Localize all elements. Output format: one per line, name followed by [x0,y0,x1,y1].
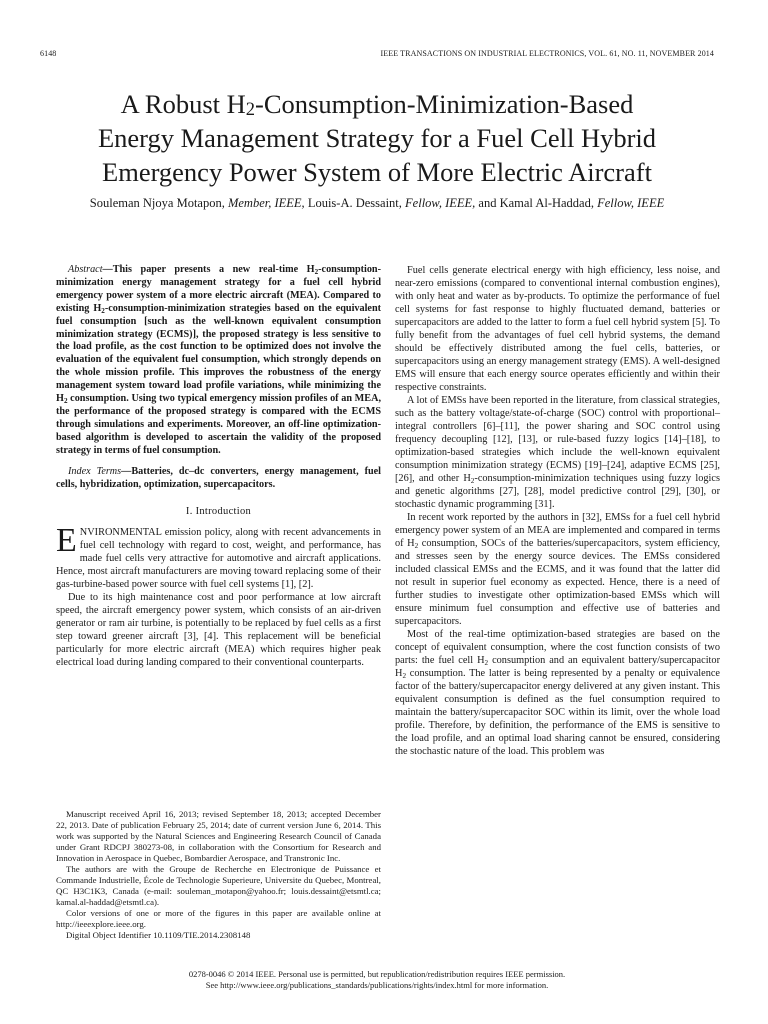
author-list: Souleman Njoya Motapon, Member, IEEE, Louis-A. Dessaint, Fellow, IEEE, and Kamal Al-Haddad, Fellow, IEEE [89,196,665,210]
abstract: Abstract—This paper presents a new real-time $H_2-consumption$-minimization energy management strategy for a fuel cell hybrid emergency power system of a more electric aircraft (MEA). Compared to existing $H_2-consumption$-minimization strategies based on the equivalent fuel consumption [such as the well-known equivalent consumption minimization strategy (ECMS)], the proposed strategy is less sensitive to the load profile, as the cost function to be optimized does not involve the evaluation of the equivalent fuel consumption, which strongly depends on the whole mission profile. This improves the robustness of the energy management system toward load profile variations, while minimizing the $H_2$ consumption. Using two typical emergency mission profiles of an MEA, the performance of the proposed strategy is compared with the ECMS through simulations and experiments. Moreover, an off-line optimization-based algorithm is developed to ascertain the validity of the proposed strategy in terms of fuel consumption. [56,264,381,456]
right-paragraph-2: A lot of EMSs have been reported in the literature, from classical strategies, such as the battery voltage/state-of-charge (SOC) control with proportional–integral controllers [6]–[11], the power sharing and SOC control using frequency decoupling [12], [13], or rule-based fuzzy logics [14]–[18], to optimization-based strategies which include the well-known equivalent consumption minimization strategy (ECMS) [19]–[24], adaptive ECMS [25], [26], and other $H_2-consumption$-minimization techniques using fuzzy logics and genetic algorithms [27], [28], model predictive control [29], [30], or stochastic dynamic programming [31]. [395,395,720,510]
intro-paragraph-1: ENVIRONMENTAL emission policy, along with recent advancements in fuel cell technology with regard to cost, weight, and performance, has made fuel cells very attractive for automotive and aircraft applications. Hence, most aircraft manufacturers are moving toward replacing some of their gas-turbine-based power source with fuel cell systems [1], [2]. [56,522,381,591]
right-column [395,264,720,758]
journal-name: IEEE TRANSACTIONS ON INDUSTRIAL ELECTRONICS, VOL. 61, NO. 11, NOVEMBER 2014 [380,49,714,58]
drop-cap: E [56,522,77,560]
page-number: 6148 [40,49,57,58]
copyright-notice: 0278-0046 © 2014 IEEE. Personal use is permitted, but republication/redistribution requires IEEE permission. See http://www.ieee.org/publications_standards/publications/rights/index.html for more information. [188,969,566,990]
right-paragraph-3: In recent work reported by the authors in [32], EMSs for a fuel cell hybrid emergency power system of an MEA are implemented and compared in terms of $H_2$ consumption, SOCs of the batteries/supercapacitors, system efficiency, and stresses seen by the energy source devices. The EMSs considered included classical EMSs and the ECMS, and it was found that the latter did not result in superior fuel economy as expected. Hence, there is a need of further studies to investigate other optimization-based EMSs which will ensure minimum fuel consumption and effective use of batteries and supercapacitors. [395,512,720,627]
right-paragraph-1: Fuel cells generate electrical energy with high efficiency, less noise, and near-zero emissions (compared to conventional internal combustion engines), with only heat and water as by-products. To optimize the performance of fuel cell systems for fast response to highly fluctuated demand, batteries or supercapacitors are added to the latter to form a fuel cell hybrid system [5]. To fully benefit from the advantages of fuel cell hybrid systems, the demand should be effectively distributed among the fuel cells, batteries, or supercapacitors using an energy management strategy (EMS). A well-designed EMS will ensure that each energy source operates efficiently and within their respective constraints. [395,265,720,393]
section-heading: I. Introduction [185,506,252,518]
right-paragraph-4: Most of the real-time optimization-based strategies are based on the concept of equivalent consumption, where the cost function consists of two parts: the fuel cell $H_2$ consumption and an equivalent battery/supercapacitor $H_2$ consumption. The latter is being represented by a penalty or equivalence factor of the battery/supercapacitor energy delivered at any given instant. This equivalent consumption is defined as the fuel consumption required to maintain the battery/supercapacitor SOC within its limit, over the whole load profile. Therefore, by definition, the performance of the EMS is sensitive to the load profile, and an optimal load sharing cannot be ensured, considering the stochastic nature of the load. This problem was [395,629,720,757]
left-column [56,264,381,669]
intro-paragraph-2: Due to its high maintenance cost and poor performance at low aircraft speed, the aircraft emergency power system, which consists of an air-driven generator or ram air turbine, is potentially to be replaced by fuel cells as a first step toward greener aircraft [3], [4]. This replacement will be beneficial particularly for more electric aircraft (MEA) which requires higher peak electrical load during landing compared to their conventional counterparts. [56,592,381,669]
footnotes: Manuscript received April 16, 2013; revised September 18, 2013; accepted December 22, 2013. Date of publication February 25, 2014; date of current version June 6, 2014. This work was supported by the Natural Sciences and Engineering Research Council of Canada under Grant RDCPJ 380273-08, in collaboration with the Consortium for Research and Innovation in Aerospace in Quebec, Bombardier Aerospace, and Transtronic Inc. The authors are with the Groupe de Recherche en Electronique de Puissance et Commande Industrielle, École de Technologie Superieure, Universite du Quebec, Montreal, QC H3C1K3, Canada (e-mail: souleman_motapon@yahoo.fr; louis.dessaint@etsmtl.ca; kamal.al-haddad@etsmtl.ca). Color versions of one or more of the figures in this paper are available online at http://ieeexplore.ieee.org. Digital Object Identifier 10.1109/TIE.2014.2308148 [56,809,381,940]
index-terms: Index Terms—Batteries, dc–dc converters, energy management, fuel cells, hybridization, optimization, supercapacitors. [56,465,381,490]
paper-title: A Robust $H_2-Consumption-Minimization$-Based Energy Management Strategy for a Fuel Cell Hybrid Emergency Power System of More Electric Aircraft [97,89,657,187]
